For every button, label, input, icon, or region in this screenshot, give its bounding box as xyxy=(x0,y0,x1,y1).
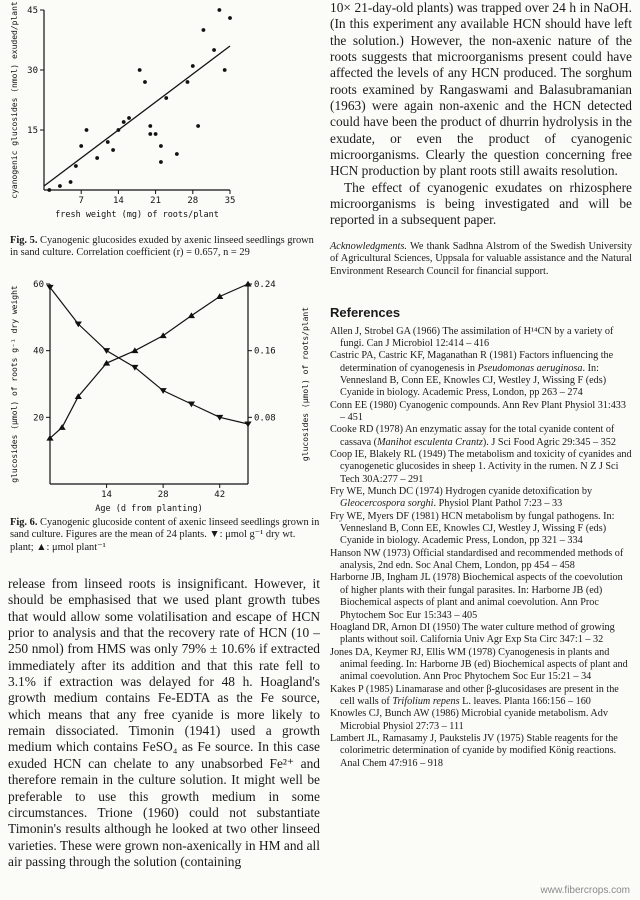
data-point xyxy=(228,16,232,20)
references-heading: References xyxy=(330,304,401,320)
left-body-paragraph: release from linseed roots is insignificant. However, it should be emphasised that we used plant growth tubes that would allow some volatilisation and escape of HCN prior to analysis and that the recovery rate of HCN (10 – 250 nmol) from HMS was only 79% ± 10.6% if extracted immediately after its addition and that this rate fell to 3.1% if extraction was delayed for 48 h. Hoagland's growth medium contains Fe-EDTA as the Fe source, which means that any free cyanide is more likely to remain dissociated. Timonin (1941) used a growth medium which contains FeSO₄ as Fe source. In this case exuded HCN can chelate to any unabsorbed Fe²⁺ and therefore remain in the culture solution. It might well be preferable to use this growth medium in some circumstances. Trione (1960) could not substantiate Timonin's results although he looked at two other linseed varieties. These were grown non-axenically in HM and all air passing through the solution (containing xyxy=(8,576,320,869)
data-point xyxy=(217,8,221,12)
figure-5 xyxy=(8,0,320,232)
data-point xyxy=(74,164,78,168)
series-per-plant-marker xyxy=(216,293,223,299)
data-point xyxy=(191,64,195,68)
data-point xyxy=(85,128,89,132)
x-tick-label: 42 xyxy=(214,489,226,500)
data-point xyxy=(127,116,131,120)
series-per-plant-marker xyxy=(103,360,110,366)
data-point xyxy=(117,128,121,132)
reference-item: Allen J, Strobel GA (1966) The assimilation of H¹⁴CN by a variety of fungi. Can J Microbiol 12:414 – 416 xyxy=(330,325,614,349)
data-point xyxy=(122,120,126,124)
right-y-tick-label: 0.24 xyxy=(254,279,276,290)
right-body-text xyxy=(330,0,632,229)
reference-item: Cooke RD (1978) An enzymatic assay for the total cyanide content of cassava (Manihot esculenta Crantz). J Sci Food Agric 29:345 – 352 xyxy=(330,424,616,448)
figure-6-chart xyxy=(8,276,320,514)
reference-item: Coop IE, Blakely RL (1949) The metabolism and toxicity of cyanides and cyanogenetic glucosides in sheep 1. Activity in the rumen. N Z J Sci Tech 30A:277 – 291 xyxy=(330,449,632,485)
left-y-tick-label: 60 xyxy=(33,279,44,290)
data-point xyxy=(223,68,227,72)
right-body-second-paragraph: The effect of cyanogenic exudates on rhizosphere microorganisms is being investigated and will be reported in a subsequent paper. xyxy=(330,179,632,228)
left-body-text xyxy=(8,576,320,870)
right-y-axis-label: glucosides (μmol) of roots/plant xyxy=(301,306,310,461)
right-y-tick-label: 0.08 xyxy=(254,413,276,424)
left-y-tick-label: 40 xyxy=(33,346,44,357)
x-tick-label: 14 xyxy=(101,489,112,500)
data-point xyxy=(164,96,168,100)
reference-item: Castric PA, Castric KF, Maganathan R (1981) Factors influencing the determination of cyanogenesis in Pseudomonas aeruginosa. In: Vennesland B, Conn EE, Knowles CJ, Westley J, Wissing F (eds) Cyanide in biology. Academic Press, London, pp 263 – 274 xyxy=(330,350,614,399)
figure-5-chart xyxy=(8,0,320,232)
data-point xyxy=(196,124,200,128)
reference-item: Conn EE (1980) Cyanogenic compounds. Ann Rev Plant Physiol 31:433 – 451 xyxy=(330,399,626,423)
reference-item: Fry WE, Myers DF (1981) HCN metabolism by fungal pathogens. In: Vennesland B, Conn EE, Knowles CJ, Westley J, Wissing F (eds) Cyanide in biology. Academic Press, London, pp 321 – 334 xyxy=(330,510,615,547)
data-point xyxy=(159,144,163,148)
data-point xyxy=(47,188,51,192)
left-column xyxy=(8,0,320,870)
y-tick-label: 30 xyxy=(27,66,38,76)
reference-item: Knowles CJ, Bunch AW (1986) Microbial cyanide metabolism. Adv Microbial Physiol 27:73 – 111 xyxy=(330,708,608,732)
reference-item: Jones DA, Keymer RJ, Ellis WM (1978) Cyanogenesis in plants and animal feeding. In: Harborne JB (ed) Biochemical aspects of plant and animal coevolution. Ann Proc Phytochem Soc Eur 15:21 – 34 xyxy=(330,646,628,683)
x-tick-label: 28 xyxy=(157,489,169,500)
left-y-axis-label: glucosides (μmol) of roots g⁻¹ dry weight xyxy=(10,285,19,483)
data-point xyxy=(159,160,163,164)
references-list xyxy=(330,326,632,770)
series-per-dry-weight-marker xyxy=(103,348,110,354)
reference-item: Hanson NW (1973) Official standardised and recommended methods of analysis, 2nd edn. Soc Anal Chem, London, pp 454 – 458 xyxy=(330,547,624,572)
data-point xyxy=(106,140,110,144)
figure-6 xyxy=(8,276,320,514)
acknowledgments xyxy=(330,241,632,279)
regression-line xyxy=(44,46,230,186)
x-tick-label: 28 xyxy=(187,196,199,206)
x-axis-label: Age (d from planting) xyxy=(95,503,203,514)
y-tick-label: 15 xyxy=(27,126,38,136)
acknowledgments-text: We thank Sadhna Alstrom of the Swedish University of Agricultural Sciences, Uppsala for valuable assistance and the Natural Environment Research Council for financial support. xyxy=(330,240,632,277)
watermark: www.fibercrops.com xyxy=(540,885,630,896)
series-per-plant-marker xyxy=(59,424,66,430)
figure-5-caption-text: Cyanogenic glucosides exuded by axenic linseed seedlings grown in sand culture. Correlation coefficient (r) = 0.657, n = 29 xyxy=(10,235,314,259)
right-body-continued: 10× 21-day-old plants) was trapped over 24 h in NaOH. (In this experiment any available HCN should have left the solution.) However, the non-axenic nature of the roots suggests that microorganisms present could have affected the levels of any HCN produced. The sorghum roots examined by Rangaswami and Balasubramanian (1963) were again non-axenic and the HCN detected could have been the product of dhurrin hydrolysis in the exudate, or even the product of cyanogenic microorganisms. Clearly the question concerning free HCN production by plant roots still awaits resolution. xyxy=(330,0,632,179)
series-per-dry-weight-marker xyxy=(188,401,195,407)
data-point xyxy=(186,80,190,84)
data-point xyxy=(212,48,216,52)
reference-item: Harborne JB, Ingham JL (1978) Biochemical aspects of the coevolution of higher plants with their fungal parasites. In: Harborne JB (ed) Biochemical aspects of plant and animal coevolution. Ann Proc Phytochem Soc Eur 15:343 – 405 xyxy=(330,572,623,621)
x-tick-label: 7 xyxy=(78,196,84,206)
x-tick-label: 35 xyxy=(224,196,236,206)
x-tick-label: 21 xyxy=(150,196,162,206)
data-point xyxy=(79,144,83,148)
figure-5-caption-label: Fig. 5. xyxy=(10,235,38,246)
data-point xyxy=(202,28,206,32)
series-per-plant-marker xyxy=(131,347,138,353)
y-tick-label: 45 xyxy=(27,6,38,16)
data-point xyxy=(154,132,158,136)
series-per-dry-weight-marker xyxy=(244,421,251,427)
data-point xyxy=(143,80,147,84)
data-point xyxy=(148,124,152,128)
x-tick-label: 14 xyxy=(112,196,124,206)
right-y-tick-label: 0.16 xyxy=(254,346,276,357)
figure-6-caption-text: Cyanogenic glucoside content of axenic linseed seedlings grown in sand culture. Figures are the mean of 24 plants. ▼: μmol g⁻¹ dry wt. plant; ▲: μmol plant⁻¹ xyxy=(10,516,320,553)
data-point xyxy=(138,68,142,72)
reference-item: Kakes P (1985) Linamarase and other β-glucosidases are present in the cell walls of Trifolium repens L. leaves. Planta 166:156 – 160 xyxy=(330,683,619,707)
series-per-dry-weight-marker xyxy=(160,388,167,394)
figure-6-caption-label: Fig. 6. xyxy=(10,516,38,528)
reference-item: Fry WE, Munch DC (1974) Hydrogen cyanide detoxification by Gleocercospora sorghi. Physiol Plant Pathol 7:23 – 33 xyxy=(330,486,593,510)
reference-item: Hoagland DR, Arnon DI (1950) The water culture method of growing plants without soil. California Univ Agr Exp Sta Circ 347:1 – 32 xyxy=(330,621,615,646)
data-point xyxy=(58,184,62,188)
acknowledgments-label: Acknowledgments. xyxy=(330,240,407,252)
left-y-tick-label: 20 xyxy=(33,413,44,424)
right-column xyxy=(330,0,632,770)
data-point xyxy=(69,180,73,184)
data-point xyxy=(175,152,179,156)
reference-item: Lambert JL, Ramasamy J, Paukstelis JV (1975) Stable reagents for the colorimetric determination of cyanide by modified König reactions. Anal Chem 47:916 – 918 xyxy=(330,732,618,769)
figure-6-caption xyxy=(10,517,320,554)
data-point xyxy=(95,156,99,160)
x-axis-label: fresh weight (mg) of roots/plant xyxy=(55,210,219,220)
figure-5-caption xyxy=(10,235,320,260)
y-axis-label: cyanogenic glucosides (nmol) exuded/plant xyxy=(10,1,19,199)
data-point xyxy=(148,132,152,136)
series-per-dry-weight-line xyxy=(50,287,248,424)
data-point xyxy=(111,148,115,152)
